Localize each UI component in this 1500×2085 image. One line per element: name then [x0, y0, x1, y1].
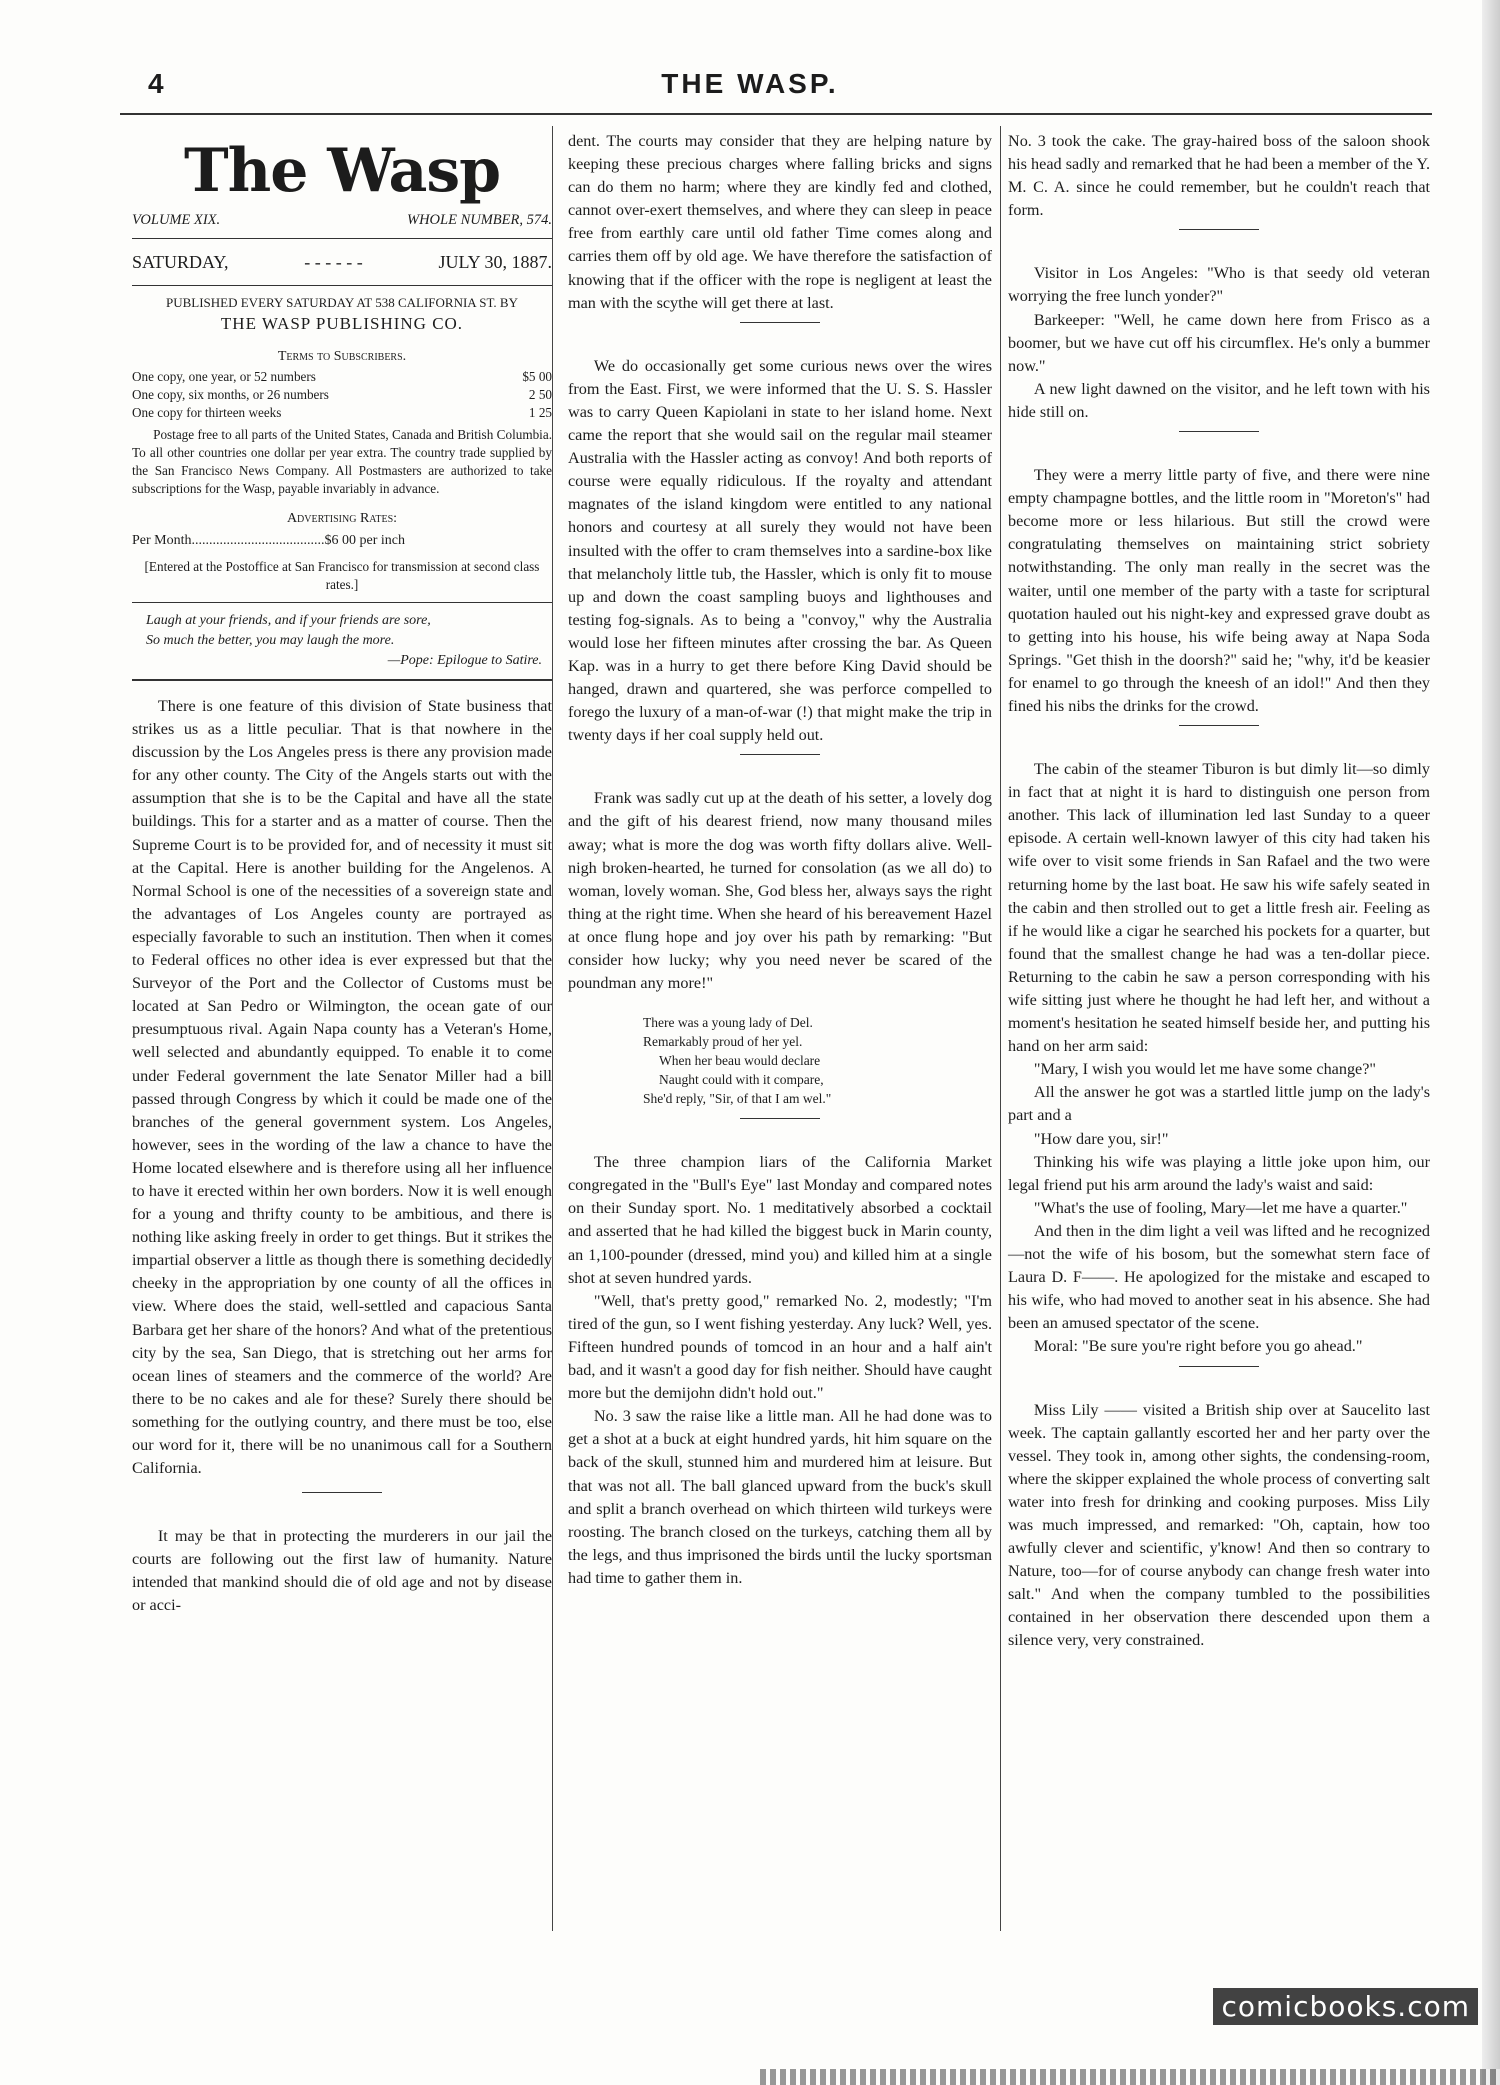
column-divider-2: [1000, 126, 1001, 1931]
published-line: PUBLISHED EVERY SATURDAY AT 538 CALIFORNIA ST. BY: [165, 295, 518, 310]
article-paragraph: We do occasionally get some curious news over the wires from the East. First, we were informed that the U. S. S. Hassler was to carry Queen Kapiolani in state to her island home. Next came the report that she would sail on the regular mail steamer Australia with the Hassler acting as convoy! And both reports of course were equally ridiculous. If the royalty and attendant magnates of the island kingdom were entitled to any national honors and courtesy at all surely they would not have been insulted with the offer to cram themselves into a sardine-box like that melancholy little tub, the Hassler, which is only fit to mouse up and down the coast sampling buoys and lighthouses and testing fog-signals. As to being a "convoy," why the Australia would lose her fifteen minutes after crossing the bar. As Queen Kap. was in a hurry to get there before King David should be hanged, drawn and quartered, she was perforce compelled to forego the luxury of a man-of-war (!) that might make the trip in twenty days if her coal supply held out.: [568, 356, 992, 745]
divider: [132, 285, 552, 286]
terms-note: Postage free to all parts of the United States, Canada and British Columbia. To all other countries one dollar per year extra. The country trade supplied by the San Francisco News Company. All Postmasters are authorized to take subscriptions for the Wasp, payable invariably in advance.: [132, 427, 552, 496]
article-paragraph: Moral: "Be sure you're right before you go ahead.": [1033, 1337, 1363, 1356]
article-paragraph: "Well, that's pretty good," remarked No. 2, modestly; "I'm tired of the gun, so I went fishing yesterday. Any luck? Well, yes. Fifteen hundred pounds of tomcod in an hour and a half ain't bad, and it wasn't a good day for fish neither. Should have caught more but the demijohn didn't hold out.": [568, 1291, 992, 1403]
article-paragraph: Barkeeper: "Well, he came down here from Frisco as a boomer, but we have cut off his circumflex. He's only a bummer now.": [1008, 310, 1430, 375]
column-1: [132, 130, 552, 1618]
publisher-name: THE WASP PUBLISHING CO.: [220, 314, 464, 333]
terms-label: One copy for thirteen weeks: [132, 405, 282, 420]
terms-price: $5 00: [522, 369, 552, 384]
terms-row: [132, 404, 552, 422]
advertising-rate: Per Month......................................$6 00 per inch: [132, 533, 405, 548]
limerick-line: There was a young lady of Del.: [643, 1015, 813, 1031]
article-paragraph: Thinking his wife was playing a little joke upon him, our legal friend put his arm around the lady's waist and said:: [1008, 1152, 1430, 1194]
article-separator: [1179, 431, 1259, 432]
article-paragraph: Frank was sadly cut up at the death of his setter, a lovely dog and the gift of his dearest friend, now many thousand miles away; what is more the dog was worth fifty dollars alive. Well-nigh broken-hearted, he turned for consolation (as we all do) to woman, lovely woman. She, God bless her, always says the right thing at the right time. When she heard of his bereavement Hazel at once flung hope and joy over his path by remarking: "But consider how lucky; why you need never be scared of the poundman any more!": [568, 789, 992, 993]
article-paragraph: The three champion liars of the California Market congregated in the "Bull's Eye" last Monday and compared notes on their Sunday sport. No. 1 meditatively absorbed a cocktail and asserted that he had killed the biggest buck in Marin county, an 1,100-pounder (dressed, mind you) and killed him at a single shot at seven hundred yards.: [568, 1153, 992, 1287]
epigraph-attribution: —Pope: Epilogue to Satire.: [387, 653, 542, 668]
article-paragraph: No. 3 saw the raise like a little man. All he had done was to get a shot at a buck at eight hundred yards, hit him square on the back of the skull, stunned him and murdered him at leisure. But that was not all. The ball glanced upward from the buck's skull and split a branch overhead on which thirteen wild turkeys were roosting. The branch closed on the turkeys, catching them all by the legs, and thus imprisoned the birds until the lucky sportsman had time to gather them in.: [568, 1407, 992, 1587]
issue-day: SATURDAY,: [132, 252, 229, 272]
volume: VOLUME XIX.: [132, 212, 221, 228]
divider: [132, 238, 552, 239]
article-paragraph: "How dare you, sir!": [1033, 1129, 1169, 1148]
whole-number: WHOLE NUMBER, 574.: [407, 212, 552, 228]
epigraph: [132, 611, 552, 671]
page-bottom-strip: [760, 2069, 1500, 2085]
column-divider-1: [552, 126, 553, 1931]
article-paragraph: And then in the dim light a veil was lifted and he recognized—not the wife of his bosom, but the somewhat stern face of Laura D. F——. He apologized for the mistake and escaped to his wife, who had moved to another seat in his absence. She had been an amused spectator of the scene.: [1008, 1221, 1430, 1333]
issue-date: JULY 30, 1887.: [438, 252, 552, 272]
article-separator: [740, 754, 820, 755]
article-separator: [1179, 229, 1259, 230]
epigraph-line: Laugh at your friends, and if your friends are sore,: [146, 613, 431, 628]
volume-row: [132, 210, 552, 230]
article-paragraph: "Mary, I wish you would let me have some change?": [1033, 1060, 1377, 1079]
article-paragraph: They were a merry little party of five, and there were nine empty champagne bottles, and the little room in "Moreton's" had become more or less hilarious. But still the crowd were congratulating themselves on maintaining strict sobriety notwithstanding. The only man really in the secret was the waiter, until one member of the party with a taste for scriptural quotation hauled out his night-key and expressed grave doubt as to getting into his house, his wife being away at Napa Soda Springs. "Get thish in the doorsh?" said he; "why, it'd be keasier for enamel to go through the kneesh of an idol!" And then they fined his nibs the drinks for the crowd.: [1008, 466, 1430, 715]
limerick-line: Naught could with it compare,: [659, 1072, 824, 1088]
article-paragraph: All the answer he got was a startled little jump on the lady's part and a: [1008, 1083, 1430, 1125]
site-watermark: comicbooks.com: [1213, 1988, 1478, 2025]
article-paragraph: The cabin of the steamer Tiburon is but dimly lit—so dimly in fact that at night it is hard to distinguish one person from another. This lack of illumination led last Sunday to a queer episode. A certain well-known lawyer of this city had taken his wife over to visit some friends in San Rafael and the two were returning home by the last boat. He saw his wife safely seated in the cabin and then strolled out to get a little fresh air. Feeling as if he would like a cigar he searched his pockets for a quarter, but found that the smallest change he had was a ten-dollar piece. Returning to the cabin he saw a person corresponding with his wife sitting just where he thought he had left her, and without a moment's hesitation he seated himself beside her, and putting his hand on her arm said:: [1008, 760, 1430, 1056]
column-3: [1008, 130, 1430, 1653]
article-paragraph: dent. The courts may consider that they are helping nature by keeping these precious charges where falling bricks and signs can do them no harm; where they are kindly fed and clothed, cannot over-exert themselves, and where they can sleep in peace free from earthly care until old father Time comes along and carries them off by old age. We have therefore the satisfaction of knowing that if the officer with the rope is negligent at least the man with the scythe will get there at last.: [568, 132, 992, 312]
terms-price: 1 25: [528, 405, 552, 420]
article-paragraph: A new light dawned on the visitor, and he left town with his hide still on.: [1008, 379, 1430, 421]
masthead-title: The Wasp: [183, 136, 501, 206]
column-2: [568, 130, 992, 1590]
divider: [132, 679, 552, 681]
article-separator: [740, 1118, 820, 1119]
limerick: [643, 1013, 992, 1108]
page-number: 4: [148, 68, 164, 99]
terms-price: 2 50: [528, 387, 552, 402]
postoffice-notice: [Entered at the Postoffice at San Francisco for transmission at second class rates.]: [144, 559, 540, 592]
article-separator: [302, 1492, 382, 1493]
limerick-line: Remarkably proud of her yel.: [643, 1034, 803, 1050]
article-paragraph: No. 3 took the cake. The gray-haired boss of the saloon shook his head sadly and remarked that he had been a member of the Y. M. C. A. since he could remember, but he couldn't reach that form.: [1008, 132, 1430, 220]
epigraph-line: So much the better, you may laugh the more.: [146, 633, 395, 648]
terms-row: [132, 386, 552, 404]
article-separator: [740, 322, 820, 323]
article-paragraph: It may be that in protecting the murderers in our jail the courts are following out the first law of humanity. Nature intended that mankind should die of old age and not by disease or acci-: [132, 1527, 552, 1615]
divider: [132, 602, 552, 603]
running-head: THE WASP.: [661, 68, 839, 99]
terms-label: One copy, one year, or 52 numbers: [132, 369, 316, 384]
header-rule: [120, 113, 1432, 115]
date-row: [132, 247, 552, 277]
article-separator: [1179, 725, 1259, 726]
article-paragraph: Visitor in Los Angeles: "Who is that seedy old veteran worrying the free lunch yonder?": [1008, 264, 1430, 306]
article-paragraph: "What's the use of fooling, Mary—let me have a quarter.": [1033, 1198, 1408, 1217]
terms-row: [132, 368, 552, 386]
article-separator: [1179, 1366, 1259, 1367]
article-paragraph: Miss Lily —— visited a British ship over at Saucelito last week. The captain gallantly escorted her and her party over the vessel. They took in, among other sights, the condensing-room, where the skipper explained the whole process of converting salt water into fresh for drinking and cooking purposes. Miss Lily was much impressed, and remarked: "Oh, captain, how too awfully clever and scientific, y'know! And then so contrary to Nature, too—for of course anybody can change fresh water into salt." And when the company tumbled to the possibilities contained in her observation there descended upon them a silence very, very constrained.: [1008, 1400, 1430, 1650]
limerick-line: When her beau would declare: [659, 1053, 821, 1069]
article-paragraph: There is one feature of this division of State business that strikes us as a little peculiar. That is that nowhere in the discussion by the Los Angeles press is there any provision made for any other county. The City of the Angels starts out with the assumption that she is to be the Capital and have all the state buildings. This for a starter and as a matter of course. Then the Supreme Court is to be provided for, and of necessity it must sit at the Capital. Here is another building for the Angelenos. A Normal School is one of the necessities of a sovereign state and the advantages of Los Angeles county are portrayed as especially favorable to such an institution. Then when it comes to Federal offices no other idea is ever expressed but that the Surveyor of the Port and the Collector of Customs must be located at San Pedro or Wilmington, the ocean gate of our presumptuous rival. Again Napa county has a Veteran's Home, well selected and abundantly equipped. To enable it to come under Federal government the late Senator Miller had a bill passed through Congress by which it could be made one of the branches of the general government system. Los Angeles, however, sees in the wording of the law a chance to have the Home located elsewhere and is therefore using all her influence to have it erected within her own borders. Now it is well enough for a young and thrifty county to be ambitious, and there is nothing like asking freely in order to get things. But it strikes the impartial observer a little as though there is something decidedly cheeky in the appropriation by one county of all the offices in view. Where does the staid, well-settled and capacious Santa Barbara get her share of the honors? And what of the pretentious city by the sea, San Diego, that is stretching out her arms for ocean lines of steamers and the commerce of the world? Are there to be no cakes and ale for these? Surely there should be something for the outlying country, and there must be too, else our word for it, there will be no unanimous call for a Southern California.: [132, 697, 552, 1478]
advertising-heading: Advertising Rates:: [286, 511, 398, 526]
terms-label: One copy, six months, or 26 numbers: [132, 387, 329, 402]
issue-dashes: - - - - - -: [304, 252, 363, 272]
limerick-line: She'd reply, "Sir, of that I am wel.": [643, 1091, 832, 1107]
terms-list: [132, 368, 552, 422]
page-edge-shadow: [1482, 0, 1500, 2085]
terms-heading: Terms to Subscribers.: [277, 349, 407, 364]
